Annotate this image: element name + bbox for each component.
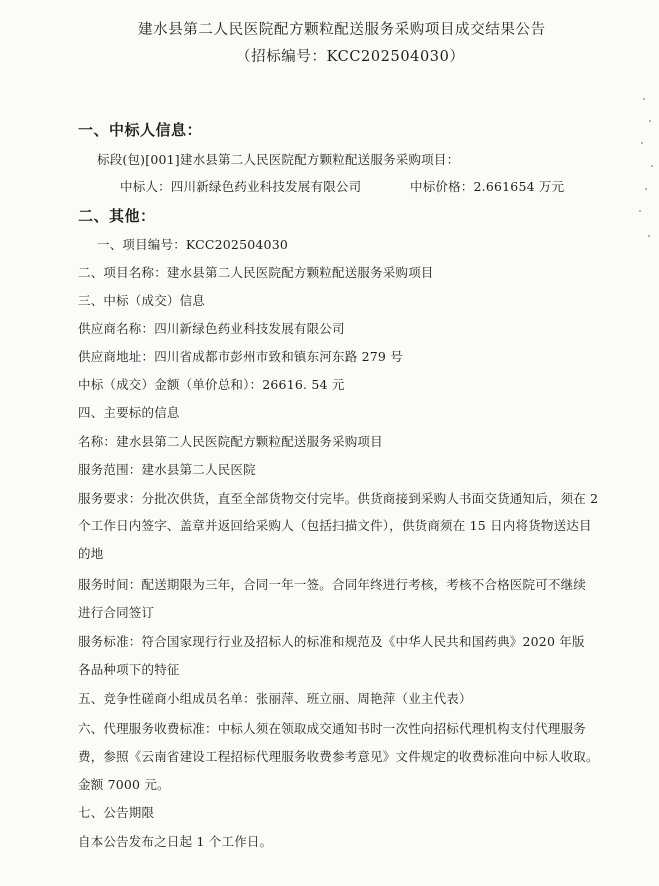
lot-line: 标段(包)[001]建水县第二人民医院配方颗粒配送服务采购项目： (97, 152, 460, 167)
supplier-name-line: 供应商名称：四川新绿色药业科技发展有限公司 (78, 321, 345, 336)
agency-fee-line-2: 费，参照《云南省建设工程招标代理服务收费参考意见》文件规定的收费标准向中标人收取。 (78, 749, 599, 764)
section-heading-winner: 一、中标人信息： (78, 121, 203, 139)
project-name-line: 二、项目名称：建水县第二人民医院配方颗粒配送服务采购项目 (78, 265, 434, 280)
notice-period-line: 自本公告发布之日起 1 个工作日。 (78, 834, 273, 849)
main-subject-heading: 四、主要标的信息 (78, 405, 180, 420)
supplier-address-line: 供应商地址：四川省成都市彭州市致和镇东河东路 279 号 (78, 349, 403, 364)
scan-speckles (637, 90, 657, 250)
award-amount-line: 中标（成交）金额（单价总和）：26616. 54 元 (78, 377, 345, 392)
document-title: 建水县第二人民医院配方颗粒配送服务采购项目成交结果公告 (138, 22, 546, 38)
award-info-heading: 三、中标（成交）信息 (78, 293, 206, 308)
service-time-line-2: 进行合同签订 (78, 605, 155, 620)
price-line: 中标价格：2.661654 万元 (410, 179, 565, 194)
agency-fee-line-1: 六、代理服务收费标准：中标人须在领取成交通知书时一次性向招标代理机构支付代理服务 (78, 721, 587, 736)
service-standard-line-2: 各品种项下的特征 (78, 662, 180, 677)
service-requirement-line-3: 的地 (78, 546, 104, 561)
section-heading-other: 二、其他： (78, 207, 156, 225)
agency-fee-line-3: 金额 7000 元。 (78, 777, 170, 792)
service-time-line-1: 服务时间：配送期限为三年，合同一年一签。合同年终进行考核，考核不合格医院可不继续 (78, 577, 587, 592)
notice-period-heading: 七、公告期限 (78, 805, 155, 820)
panel-members-line: 五、竞争性磋商小组成员名单：张丽萍、班立丽、周艳萍（业主代表） (78, 691, 472, 706)
tender-number: （招标编号：KCC202504030） (236, 49, 465, 65)
project-number-line: 一、项目编号：KCC202504030 (97, 237, 289, 252)
service-requirement-line-1: 服务要求：分批次供货，直至全部货物交付完毕。供货商接到采购人书面交货通知后，须在 2 (78, 491, 599, 506)
winner-line: 中标人：四川新绿色药业科技发展有限公司 (120, 179, 362, 194)
service-requirement-line-2: 个工作日内签字、盖章并返回给采购人（包括扫描文件），供货商须在 15 日内将货物送达目 (78, 518, 592, 533)
service-standard-line-1: 服务标准：符合国家现行行业及招标人的标准和规范及《中华人民共和国药典》2020 年版 (78, 634, 585, 649)
service-scope-line: 服务范围：建水县第二人民医院 (78, 462, 256, 477)
subject-name-line: 名称：建水县第二人民医院配方颗粒配送服务采购项目 (78, 434, 383, 449)
